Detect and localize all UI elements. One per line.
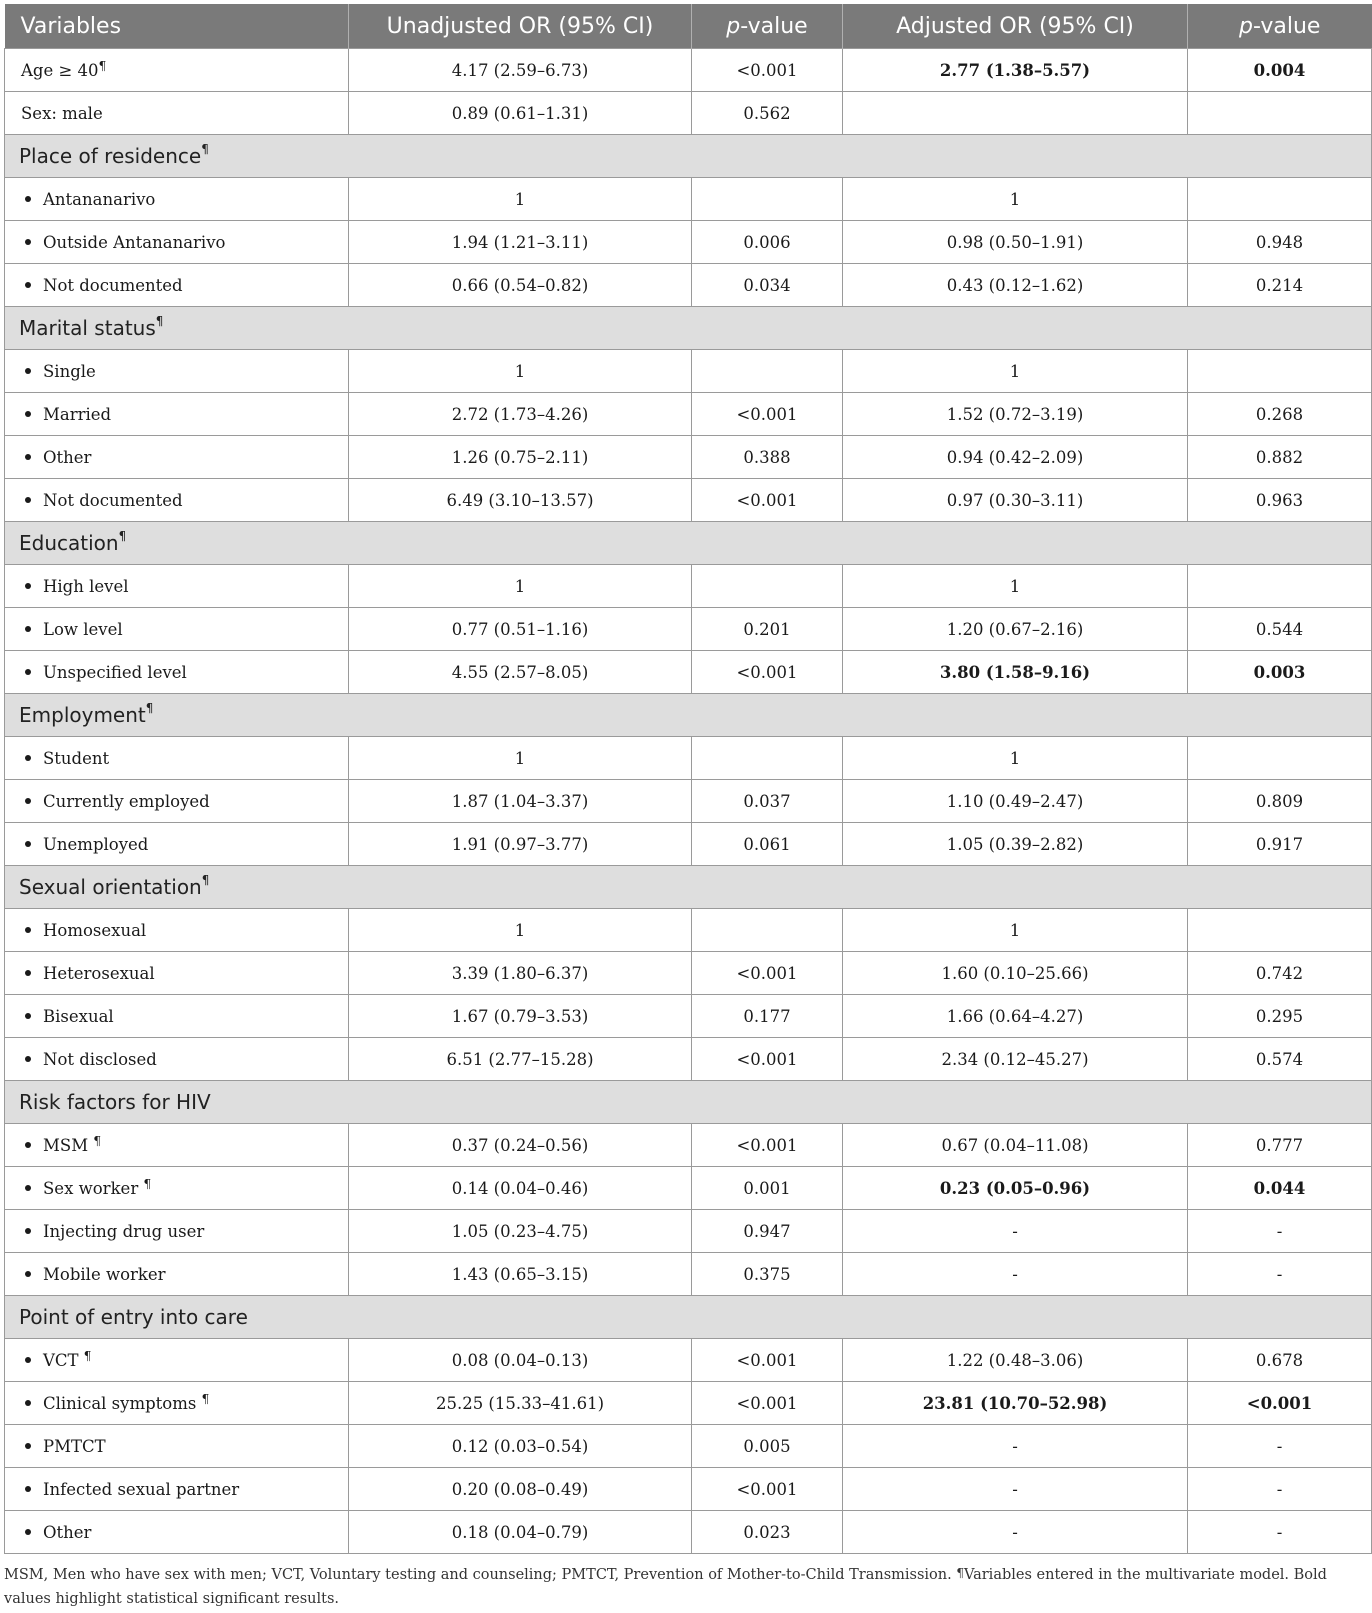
row-label bbox=[5, 565, 349, 608]
unadjusted-or-cell: 0.08 (0.04–0.13) bbox=[349, 1339, 692, 1382]
adjusted-or-cell: - bbox=[843, 1253, 1188, 1296]
row-label bbox=[5, 350, 349, 393]
header-unadjusted-or: Unadjusted OR (95% CI) bbox=[349, 4, 692, 49]
adjusted-p-cell: 0.044 bbox=[1188, 1167, 1372, 1210]
unadjusted-p-cell: 0.034 bbox=[692, 264, 843, 307]
row-label bbox=[5, 479, 349, 522]
unadjusted-or-cell: 1.94 (1.21–3.11) bbox=[349, 221, 692, 264]
header-variables: Variables bbox=[5, 4, 349, 49]
bullet-icon bbox=[25, 239, 31, 245]
p-italic: p bbox=[726, 13, 741, 39]
adjusted-p-cell: 0.544 bbox=[1188, 608, 1372, 651]
label-text: PMTCT bbox=[43, 1436, 106, 1456]
unadjusted-p-cell: 0.201 bbox=[692, 608, 843, 651]
label-text: Age ≥ 40 bbox=[21, 60, 99, 80]
adjusted-or-cell: - bbox=[843, 1425, 1188, 1468]
adjusted-or-cell: - bbox=[843, 1468, 1188, 1511]
pilcrow-mark: ¶ bbox=[118, 529, 127, 543]
p-rest: -value bbox=[740, 13, 808, 39]
table-row bbox=[5, 1253, 1372, 1296]
bullet-icon bbox=[25, 1185, 31, 1191]
adjusted-or-cell: 2.77 (1.38–5.57) bbox=[843, 49, 1188, 92]
unadjusted-or-cell: 0.18 (0.04–0.79) bbox=[349, 1511, 692, 1554]
row-label bbox=[5, 995, 349, 1038]
row-label bbox=[5, 1511, 349, 1554]
adjusted-or-cell: 1 bbox=[843, 565, 1188, 608]
label-text: Not documented bbox=[43, 275, 183, 295]
adjusted-p-cell: 0.295 bbox=[1188, 995, 1372, 1038]
label-text: Low level bbox=[43, 619, 123, 639]
label-text: High level bbox=[43, 576, 129, 596]
bullet-icon bbox=[25, 1443, 31, 1449]
table-row bbox=[5, 1339, 1372, 1382]
bullet-icon bbox=[25, 755, 31, 761]
table-row-sex bbox=[5, 92, 1372, 135]
unadjusted-or-cell: 1.87 (1.04–3.37) bbox=[349, 780, 692, 823]
table-row bbox=[5, 436, 1372, 479]
bullet-icon bbox=[25, 282, 31, 288]
adjusted-p-cell: 0.678 bbox=[1188, 1339, 1372, 1382]
adjusted-or-cell: 1 bbox=[843, 350, 1188, 393]
footnote-note: Variables entered in the multivariate model. Bold values highlight statistical significant results. bbox=[4, 1567, 1327, 1607]
table-row bbox=[5, 1210, 1372, 1253]
table-row bbox=[5, 178, 1372, 221]
section-header-risk bbox=[5, 1081, 1372, 1124]
adjusted-p-cell: 0.268 bbox=[1188, 393, 1372, 436]
table-row-age bbox=[5, 49, 1372, 92]
bullet-icon bbox=[25, 583, 31, 589]
unadjusted-or-cell: 0.14 (0.04–0.46) bbox=[349, 1167, 692, 1210]
row-label bbox=[5, 436, 349, 479]
unadjusted-or-cell: 1 bbox=[349, 737, 692, 780]
bullet-icon bbox=[25, 1357, 31, 1363]
row-label bbox=[5, 393, 349, 436]
section-title-text: Place of residence bbox=[19, 144, 202, 168]
label-text: MSM bbox=[43, 1135, 94, 1155]
table-row bbox=[5, 350, 1372, 393]
adjusted-p-cell: <0.001 bbox=[1188, 1382, 1372, 1425]
row-label bbox=[5, 1382, 349, 1425]
adjusted-p-cell: - bbox=[1188, 1253, 1372, 1296]
unadjusted-p-cell: <0.001 bbox=[692, 479, 843, 522]
adjusted-p-cell: 0.948 bbox=[1188, 221, 1372, 264]
bullet-icon bbox=[25, 669, 31, 675]
bullet-icon bbox=[25, 1271, 31, 1277]
row-label bbox=[5, 909, 349, 952]
unadjusted-p-cell bbox=[692, 178, 843, 221]
unadjusted-p-cell: 0.562 bbox=[692, 92, 843, 135]
bullet-icon bbox=[25, 454, 31, 460]
row-label bbox=[5, 1167, 349, 1210]
row-label bbox=[5, 1425, 349, 1468]
pilcrow-mark: ¶ bbox=[201, 873, 210, 887]
table-row bbox=[5, 651, 1372, 694]
table-row bbox=[5, 995, 1372, 1038]
adjusted-or-cell: 1.20 (0.67–2.16) bbox=[843, 608, 1188, 651]
bullet-icon bbox=[25, 927, 31, 933]
bullet-icon bbox=[25, 1486, 31, 1492]
unadjusted-p-cell: 0.023 bbox=[692, 1511, 843, 1554]
pilcrow-mark: ¶ bbox=[83, 1348, 92, 1363]
unadjusted-p-cell bbox=[692, 737, 843, 780]
section-title: Point of entry into care bbox=[5, 1296, 1372, 1339]
row-label bbox=[5, 737, 349, 780]
unadjusted-or-cell: 25.25 (15.33–41.61) bbox=[349, 1382, 692, 1425]
table-row bbox=[5, 780, 1372, 823]
table-row bbox=[5, 1167, 1372, 1210]
row-label bbox=[5, 823, 349, 866]
unadjusted-or-cell: 1 bbox=[349, 178, 692, 221]
adjusted-p-cell: 0.809 bbox=[1188, 780, 1372, 823]
adjusted-p-cell bbox=[1188, 92, 1372, 135]
section-header-residence bbox=[5, 135, 1372, 178]
unadjusted-or-cell: 4.55 (2.57–8.05) bbox=[349, 651, 692, 694]
p-italic: p bbox=[1239, 13, 1253, 39]
unadjusted-or-cell: 0.66 (0.54–0.82) bbox=[349, 264, 692, 307]
row-label bbox=[5, 1253, 349, 1296]
adjusted-or-cell: 0.43 (0.12–1.62) bbox=[843, 264, 1188, 307]
unadjusted-p-cell: <0.001 bbox=[692, 1468, 843, 1511]
bullet-icon bbox=[25, 1529, 31, 1535]
unadjusted-or-cell: 0.77 (0.51–1.16) bbox=[349, 608, 692, 651]
row-label bbox=[5, 221, 349, 264]
adjusted-or-cell: 0.67 (0.04–11.08) bbox=[843, 1124, 1188, 1167]
table-row bbox=[5, 823, 1372, 866]
adjusted-p-cell: 0.963 bbox=[1188, 479, 1372, 522]
adjusted-or-cell: - bbox=[843, 1210, 1188, 1253]
table-row bbox=[5, 737, 1372, 780]
label-text: Unemployed bbox=[43, 834, 149, 854]
unadjusted-or-cell: 6.49 (3.10–13.57) bbox=[349, 479, 692, 522]
row-label bbox=[5, 1468, 349, 1511]
unadjusted-p-cell: <0.001 bbox=[692, 1339, 843, 1382]
label-text: Other bbox=[43, 447, 92, 467]
pilcrow-mark: ¶ bbox=[956, 1566, 964, 1580]
bullet-icon bbox=[25, 798, 31, 804]
table-row bbox=[5, 565, 1372, 608]
row-label bbox=[5, 608, 349, 651]
header-p-value-adjusted bbox=[1188, 4, 1372, 49]
footnote-abbreviations: MSM, Men who have sex with men; VCT, Voluntary testing and counseling; PMTCT, Prevention of Mother-to-Child Transmission. bbox=[4, 1567, 957, 1583]
adjusted-p-cell: 0.004 bbox=[1188, 49, 1372, 92]
table-row bbox=[5, 1425, 1372, 1468]
label-text: Injecting drug user bbox=[43, 1221, 205, 1241]
adjusted-or-cell: 0.23 (0.05–0.96) bbox=[843, 1167, 1188, 1210]
table-row bbox=[5, 221, 1372, 264]
unadjusted-p-cell: <0.001 bbox=[692, 49, 843, 92]
label-text: Infected sexual partner bbox=[43, 1479, 240, 1499]
table-row bbox=[5, 1468, 1372, 1511]
adjusted-p-cell bbox=[1188, 350, 1372, 393]
row-label bbox=[5, 264, 349, 307]
table-row bbox=[5, 952, 1372, 995]
bullet-icon bbox=[25, 841, 31, 847]
bullet-icon bbox=[25, 1228, 31, 1234]
row-label: Sex: male bbox=[5, 92, 349, 135]
label-text: Other bbox=[43, 1522, 92, 1542]
unadjusted-or-cell: 1 bbox=[349, 350, 692, 393]
adjusted-or-cell: - bbox=[843, 1511, 1188, 1554]
section-header-employment bbox=[5, 694, 1372, 737]
adjusted-or-cell: 2.34 (0.12–45.27) bbox=[843, 1038, 1188, 1081]
adjusted-p-cell: 0.214 bbox=[1188, 264, 1372, 307]
row-label bbox=[5, 651, 349, 694]
unadjusted-or-cell: 0.20 (0.08–0.49) bbox=[349, 1468, 692, 1511]
row-label bbox=[5, 952, 349, 995]
table-row bbox=[5, 1124, 1372, 1167]
adjusted-or-cell: 0.97 (0.30–3.11) bbox=[843, 479, 1188, 522]
label-text: Not documented bbox=[43, 490, 183, 510]
unadjusted-p-cell: <0.001 bbox=[692, 1124, 843, 1167]
bullet-icon bbox=[25, 411, 31, 417]
unadjusted-p-cell: 0.006 bbox=[692, 221, 843, 264]
label-text: Clinical symptoms bbox=[43, 1393, 202, 1413]
section-title bbox=[5, 694, 1372, 737]
unadjusted-or-cell: 1.43 (0.65–3.15) bbox=[349, 1253, 692, 1296]
adjusted-or-cell: 1.10 (0.49–2.47) bbox=[843, 780, 1188, 823]
adjusted-p-cell: 0.777 bbox=[1188, 1124, 1372, 1167]
unadjusted-p-cell bbox=[692, 350, 843, 393]
unadjusted-p-cell: <0.001 bbox=[692, 393, 843, 436]
unadjusted-p-cell: 0.947 bbox=[692, 1210, 843, 1253]
adjusted-or-cell: 1 bbox=[843, 909, 1188, 952]
unadjusted-or-cell: 2.72 (1.73–4.26) bbox=[349, 393, 692, 436]
pilcrow-mark: ¶ bbox=[201, 142, 209, 156]
row-label bbox=[5, 49, 349, 92]
unadjusted-or-cell: 0.89 (0.61–1.31) bbox=[349, 92, 692, 135]
adjusted-p-cell: 0.574 bbox=[1188, 1038, 1372, 1081]
table-row bbox=[5, 608, 1372, 651]
p-rest: -value bbox=[1253, 13, 1321, 39]
unadjusted-p-cell: <0.001 bbox=[692, 1382, 843, 1425]
header-adjusted-or: Adjusted OR (95% CI) bbox=[843, 4, 1188, 49]
unadjusted-or-cell: 1.67 (0.79–3.53) bbox=[349, 995, 692, 1038]
unadjusted-p-cell bbox=[692, 565, 843, 608]
adjusted-p-cell: - bbox=[1188, 1511, 1372, 1554]
bullet-icon bbox=[25, 970, 31, 976]
table-row bbox=[5, 1382, 1372, 1425]
bullet-icon bbox=[25, 196, 31, 202]
adjusted-p-cell bbox=[1188, 178, 1372, 221]
adjusted-or-cell bbox=[843, 92, 1188, 135]
unadjusted-or-cell: 6.51 (2.77–15.28) bbox=[349, 1038, 692, 1081]
section-title-text: Education bbox=[19, 531, 119, 555]
adjusted-p-cell bbox=[1188, 737, 1372, 780]
row-label bbox=[5, 1210, 349, 1253]
label-text: Outside Antananarivo bbox=[43, 232, 226, 252]
adjusted-or-cell: 1 bbox=[843, 737, 1188, 780]
row-label bbox=[5, 178, 349, 221]
label-text: Heterosexual bbox=[43, 963, 155, 983]
pilcrow-mark: ¶ bbox=[145, 701, 154, 715]
pilcrow-mark: ¶ bbox=[93, 1133, 101, 1148]
unadjusted-or-cell: 3.39 (1.80–6.37) bbox=[349, 952, 692, 995]
row-label bbox=[5, 1339, 349, 1382]
label-text: Bisexual bbox=[43, 1006, 114, 1026]
header-row bbox=[5, 4, 1372, 49]
pilcrow-mark: ¶ bbox=[143, 1176, 152, 1191]
adjusted-p-cell: 0.882 bbox=[1188, 436, 1372, 479]
section-header-marital bbox=[5, 307, 1372, 350]
adjusted-or-cell: 23.81 (10.70–52.98) bbox=[843, 1382, 1188, 1425]
unadjusted-p-cell: <0.001 bbox=[692, 1038, 843, 1081]
adjusted-p-cell: 0.742 bbox=[1188, 952, 1372, 995]
row-label bbox=[5, 1124, 349, 1167]
results-table bbox=[4, 4, 1372, 1554]
unadjusted-or-cell: 4.17 (2.59–6.73) bbox=[349, 49, 692, 92]
adjusted-or-cell: 0.98 (0.50–1.91) bbox=[843, 221, 1188, 264]
adjusted-or-cell: 3.80 (1.58–9.16) bbox=[843, 651, 1188, 694]
unadjusted-or-cell: 1.05 (0.23–4.75) bbox=[349, 1210, 692, 1253]
row-label bbox=[5, 1038, 349, 1081]
unadjusted-p-cell: <0.001 bbox=[692, 651, 843, 694]
unadjusted-or-cell: 1.26 (0.75–2.11) bbox=[349, 436, 692, 479]
label-text: Currently employed bbox=[43, 791, 210, 811]
bullet-icon bbox=[25, 1013, 31, 1019]
unadjusted-p-cell: 0.001 bbox=[692, 1167, 843, 1210]
table-footnote bbox=[4, 1563, 1368, 1611]
unadjusted-or-cell: 0.37 (0.24–0.56) bbox=[349, 1124, 692, 1167]
table-row bbox=[5, 393, 1372, 436]
section-title bbox=[5, 866, 1372, 909]
unadjusted-p-cell: 0.375 bbox=[692, 1253, 843, 1296]
section-title bbox=[5, 307, 1372, 350]
bullet-icon bbox=[25, 368, 31, 374]
label-text: VCT bbox=[43, 1350, 84, 1370]
unadjusted-p-cell: 0.037 bbox=[692, 780, 843, 823]
pilcrow-mark: ¶ bbox=[201, 1391, 210, 1406]
section-title-text: Employment bbox=[19, 703, 146, 727]
adjusted-p-cell bbox=[1188, 565, 1372, 608]
unadjusted-or-cell: 0.12 (0.03–0.54) bbox=[349, 1425, 692, 1468]
adjusted-or-cell: 1.05 (0.39–2.82) bbox=[843, 823, 1188, 866]
adjusted-p-cell: 0.917 bbox=[1188, 823, 1372, 866]
bullet-icon bbox=[25, 626, 31, 632]
label-text: Sex worker bbox=[43, 1178, 144, 1198]
adjusted-p-cell: - bbox=[1188, 1425, 1372, 1468]
label-text: Unspecified level bbox=[43, 662, 187, 682]
unadjusted-or-cell: 1.91 (0.97–3.77) bbox=[349, 823, 692, 866]
unadjusted-p-cell: 0.005 bbox=[692, 1425, 843, 1468]
unadjusted-p-cell: <0.001 bbox=[692, 952, 843, 995]
unadjusted-p-cell: 0.177 bbox=[692, 995, 843, 1038]
section-header-entry bbox=[5, 1296, 1372, 1339]
label-text: Single bbox=[43, 361, 96, 381]
adjusted-p-cell: - bbox=[1188, 1468, 1372, 1511]
label-text: Homosexual bbox=[43, 920, 147, 940]
adjusted-or-cell: 1.66 (0.64–4.27) bbox=[843, 995, 1188, 1038]
bullet-icon bbox=[25, 1400, 31, 1406]
bullet-icon bbox=[25, 497, 31, 503]
adjusted-or-cell: 1.60 (0.10–25.66) bbox=[843, 952, 1188, 995]
section-title-text: Sexual orientation bbox=[19, 875, 202, 899]
section-header-education bbox=[5, 522, 1372, 565]
adjusted-or-cell: 1.22 (0.48–3.06) bbox=[843, 1339, 1188, 1382]
label-text: Student bbox=[43, 748, 110, 768]
adjusted-p-cell: 0.003 bbox=[1188, 651, 1372, 694]
unadjusted-p-cell: 0.061 bbox=[692, 823, 843, 866]
adjusted-p-cell: - bbox=[1188, 1210, 1372, 1253]
adjusted-or-cell: 1.52 (0.72–3.19) bbox=[843, 393, 1188, 436]
unadjusted-p-cell: 0.388 bbox=[692, 436, 843, 479]
pilcrow-mark: ¶ bbox=[155, 314, 164, 328]
row-label bbox=[5, 780, 349, 823]
table-row bbox=[5, 1038, 1372, 1081]
adjusted-p-cell bbox=[1188, 909, 1372, 952]
label-text: Antananarivo bbox=[43, 189, 156, 209]
table-row bbox=[5, 264, 1372, 307]
label-text: Not disclosed bbox=[43, 1049, 157, 1069]
label-text: Mobile worker bbox=[43, 1264, 166, 1284]
bullet-icon bbox=[25, 1142, 31, 1148]
unadjusted-or-cell: 1 bbox=[349, 565, 692, 608]
pilcrow-mark: ¶ bbox=[98, 58, 107, 73]
section-header-orientation bbox=[5, 866, 1372, 909]
section-title bbox=[5, 522, 1372, 565]
bullet-icon bbox=[25, 1056, 31, 1062]
unadjusted-p-cell bbox=[692, 909, 843, 952]
label-text: Married bbox=[43, 404, 112, 424]
section-title bbox=[5, 135, 1372, 178]
header-p-value-unadjusted bbox=[692, 4, 843, 49]
section-title-text: Marital status bbox=[19, 316, 156, 340]
adjusted-or-cell: 0.94 (0.42–2.09) bbox=[843, 436, 1188, 479]
unadjusted-or-cell: 1 bbox=[349, 909, 692, 952]
adjusted-or-cell: 1 bbox=[843, 178, 1188, 221]
section-title: Risk factors for HIV bbox=[5, 1081, 1372, 1124]
table-row bbox=[5, 1511, 1372, 1554]
table-row bbox=[5, 479, 1372, 522]
table-row bbox=[5, 909, 1372, 952]
